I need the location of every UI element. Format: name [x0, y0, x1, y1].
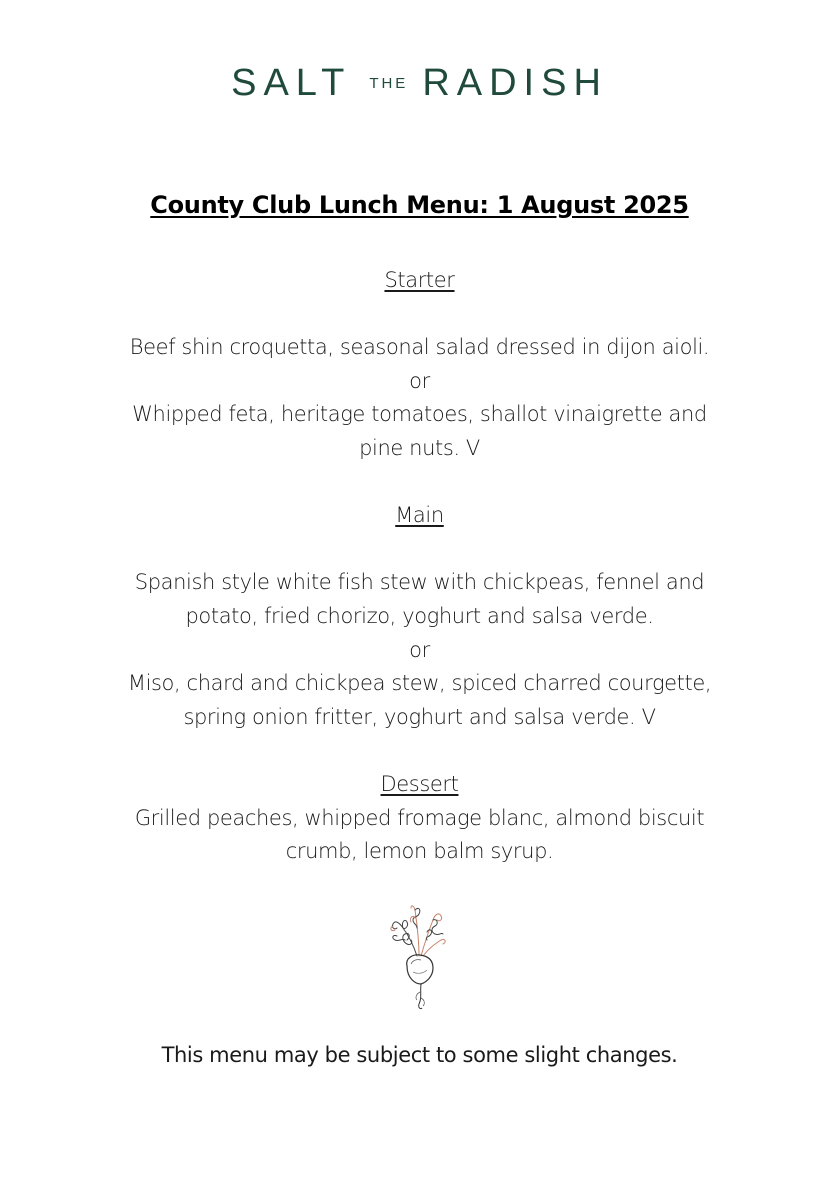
starter-option-2-line-1: Whipped feta, heritage tomatoes, shallot vinaigrette and	[132, 402, 707, 427]
main-option-2-line-1: Miso, chard and chickpea stew, spiced charred courgette,	[127, 671, 712, 696]
menu-body	[110, 264, 729, 869]
main-heading: Main	[395, 503, 444, 528]
brand-word-salt: SALT	[231, 62, 352, 104]
brand-logo	[0, 62, 839, 105]
main-or: or	[409, 637, 430, 662]
radish-illustration-icon	[383, 900, 455, 1012]
spacer	[110, 533, 729, 567]
dessert-option-1-line-1: Grilled peaches, whipped fromage blanc, almond biscuit	[134, 805, 705, 830]
main-option-2-line-2: spring onion fritter, yoghurt and salsa verde. V	[183, 704, 656, 729]
menu-title: County Club Lunch Menu: 1 August 2025	[150, 191, 689, 219]
brand-word-the: THE	[369, 75, 409, 92]
spacer	[110, 466, 729, 500]
starter-or: or	[409, 368, 430, 393]
footer-note: This menu may be subject to some slight changes.	[161, 1043, 678, 1067]
brand-word-radish: RADISH	[422, 62, 608, 104]
starter-option-1: Beef shin croquetta, seasonal salad dressed in dijon aioli.	[129, 335, 710, 360]
dessert-option-1-line-2: crumb, lemon balm syrup.	[285, 839, 554, 864]
spacer	[110, 298, 729, 332]
starter-option-2-line-2: pine nuts. V	[359, 435, 480, 460]
main-option-1-line-2: potato, fried chorizo, yoghurt and salsa verde.	[185, 603, 654, 628]
main-option-1-line-1: Spanish style white fish stew with chickpeas, fennel and	[134, 570, 705, 595]
starter-heading: Starter	[384, 268, 455, 292]
dessert-heading: Dessert	[380, 771, 459, 796]
spacer	[110, 734, 729, 768]
